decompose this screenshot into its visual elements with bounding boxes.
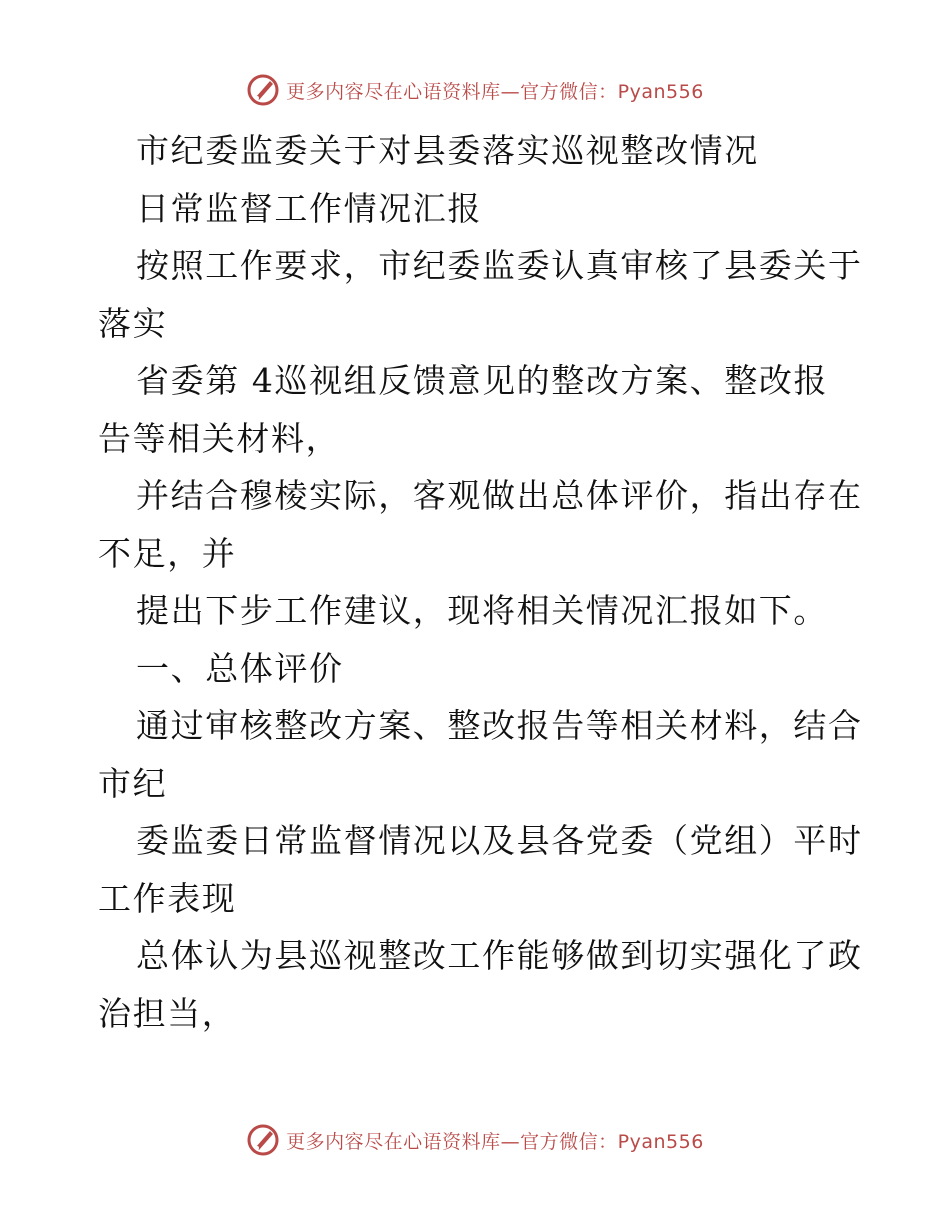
doc-line: 不足，并	[98, 533, 237, 573]
doc-line: 市纪委监委关于对县委落实巡视整改情况	[136, 131, 759, 170]
doc-line: 落实	[98, 303, 168, 343]
header-banner	[0, 70, 950, 110]
footer-banner	[0, 1120, 950, 1160]
doc-line: 一、总体评价	[136, 648, 344, 688]
doc-line: 通过审核整改方案、整改报告等相关材料，结合	[136, 706, 863, 745]
doc-line: 工作表现	[98, 878, 237, 918]
pen-logo-icon	[246, 1123, 280, 1157]
doc-line: 委监委日常监督情况以及县各党委（党组）平时	[136, 821, 863, 860]
doc-line: 总体认为县巡视整改工作能够做到切实强化了政	[136, 936, 863, 975]
doc-line: 并结合穆棱实际，客观做出总体评价，指出存在	[136, 476, 863, 515]
footer-banner-text: 更多内容尽在心语资料库—官方微信：Pyan556	[286, 1130, 704, 1153]
document-body	[98, 122, 863, 1042]
doc-line: 日常监督工作情况汇报	[136, 188, 482, 228]
doc-line: 按照工作要求，市纪委监委认真审核了县委关于	[136, 246, 863, 285]
doc-line: 省委第 4巡视组反馈意见的整改方案、整改报	[136, 361, 829, 400]
pen-logo-icon	[246, 73, 280, 107]
doc-line: 提出下步工作建议，现将相关情况汇报如下。	[136, 591, 828, 630]
doc-line: 市纪	[98, 763, 168, 803]
doc-line: 治担当，	[98, 993, 237, 1033]
doc-line: 告等相关材料，	[98, 418, 341, 458]
header-banner-text: 更多内容尽在心语资料库—官方微信：Pyan556	[286, 80, 704, 103]
